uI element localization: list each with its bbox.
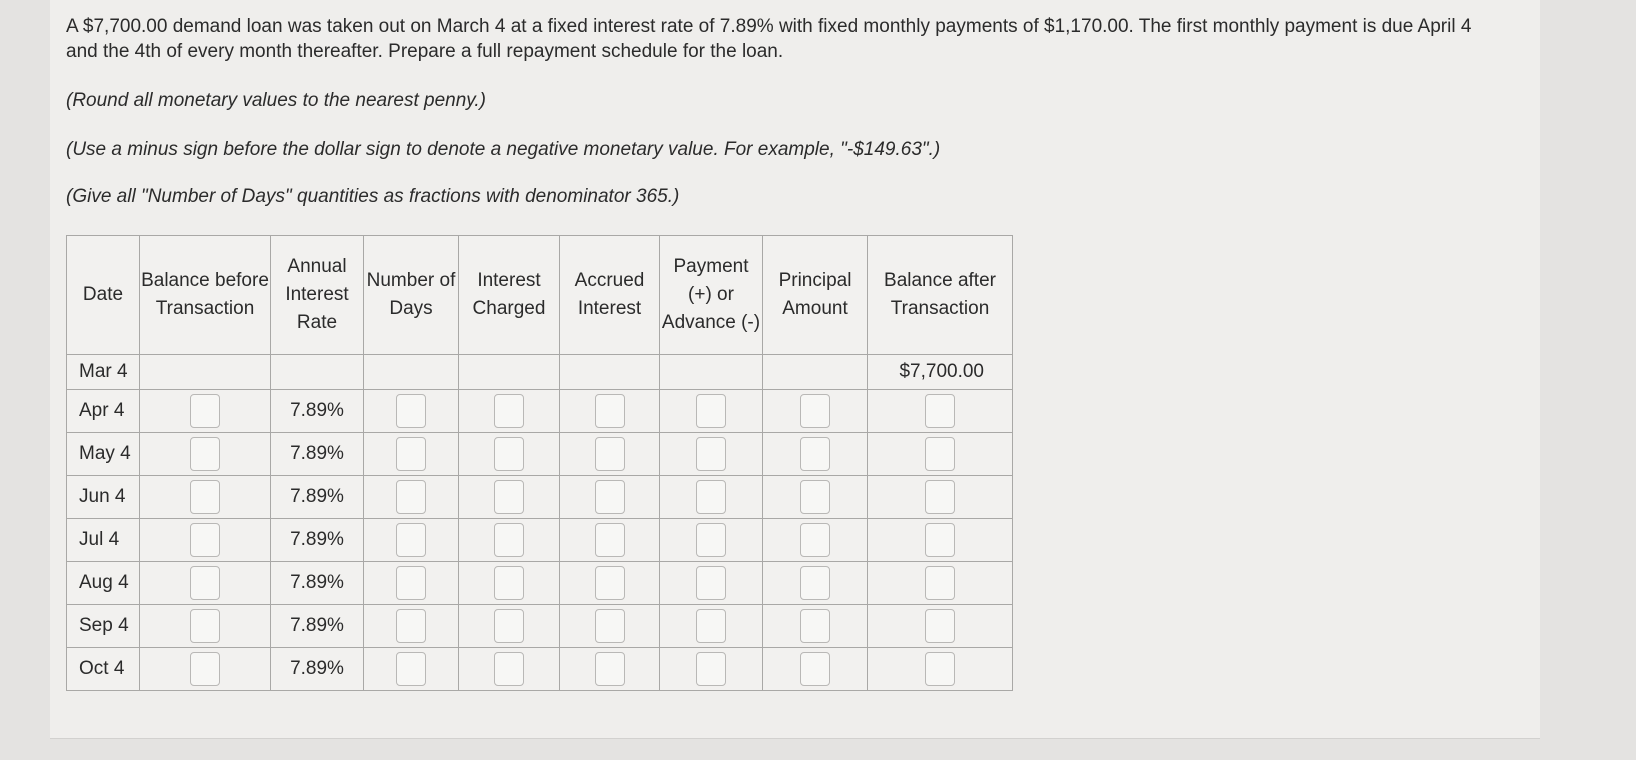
payment-cell xyxy=(660,562,763,605)
interest-rate-cell: 7.89% xyxy=(271,519,364,562)
principal-cell xyxy=(763,605,868,648)
rounding-note: (Round all monetary values to the nearest penny.) xyxy=(66,90,486,111)
balance-before-cell xyxy=(140,519,271,562)
number-of-days-cell xyxy=(364,390,459,433)
number-of-days-note: (Give all "Number of Days" quantities as fractions with denominator 365.) xyxy=(66,186,680,207)
accrued-interest-input[interactable] xyxy=(595,609,625,643)
balance-after-input[interactable] xyxy=(925,523,955,557)
payment-input[interactable] xyxy=(696,480,726,514)
question-text: A $7,700.00 demand loan was taken out on March 4 at a fixed interest rate of 7.89% with fixed monthly payments of $1,170.00. The first monthly payment is due April 4 and the 4th of every month thereafter. Prepare a full repayment schedule for the loan. xyxy=(66,16,1472,62)
accrued-interest-input[interactable] xyxy=(595,437,625,471)
number-of-days-cell xyxy=(364,648,459,691)
date-cell: Mar 4 xyxy=(67,355,140,390)
accrued-interest-cell xyxy=(560,476,660,519)
payment-input[interactable] xyxy=(696,394,726,428)
balance-before-cell xyxy=(140,648,271,691)
empty-cell xyxy=(459,355,560,390)
date-cell: Sep 4 xyxy=(67,605,140,648)
principal-cell xyxy=(763,562,868,605)
repayment-schedule-table xyxy=(66,235,1013,691)
interest-charged-input[interactable] xyxy=(494,394,524,428)
principal-input[interactable] xyxy=(800,566,830,600)
date-cell: May 4 xyxy=(67,433,140,476)
principal-cell xyxy=(763,476,868,519)
accrued-interest-input[interactable] xyxy=(595,394,625,428)
number-of-days-input[interactable] xyxy=(396,480,426,514)
number-of-days-input[interactable] xyxy=(396,394,426,428)
table-row xyxy=(67,648,1013,691)
table-row xyxy=(67,355,1013,390)
principal-cell xyxy=(763,390,868,433)
header-principal: Principal Amount xyxy=(763,236,868,355)
interest-charged-cell xyxy=(459,605,560,648)
balance-after-cell xyxy=(868,433,1013,476)
date-cell: Aug 4 xyxy=(67,562,140,605)
balance-after-input[interactable] xyxy=(925,652,955,686)
table-row xyxy=(67,433,1013,476)
empty-cell xyxy=(140,355,271,390)
number-of-days-cell xyxy=(364,519,459,562)
interest-charged-input[interactable] xyxy=(494,652,524,686)
header-balance-after: Balance after Transaction xyxy=(868,236,1013,355)
payment-cell xyxy=(660,433,763,476)
balance-before-input[interactable] xyxy=(190,523,220,557)
interest-rate-cell: 7.89% xyxy=(271,605,364,648)
payment-cell xyxy=(660,476,763,519)
accrued-interest-input[interactable] xyxy=(595,523,625,557)
header-number-of-days: Number of Days xyxy=(364,236,459,355)
principal-input[interactable] xyxy=(800,609,830,643)
empty-cell xyxy=(364,355,459,390)
accrued-interest-cell xyxy=(560,519,660,562)
number-of-days-input[interactable] xyxy=(396,437,426,471)
payment-cell xyxy=(660,390,763,433)
interest-charged-cell xyxy=(459,562,560,605)
balance-after-cell xyxy=(868,605,1013,648)
empty-cell xyxy=(271,355,364,390)
number-of-days-cell xyxy=(364,605,459,648)
date-cell: Oct 4 xyxy=(67,648,140,691)
balance-after-cell xyxy=(868,519,1013,562)
interest-charged-cell xyxy=(459,390,560,433)
balance-before-cell xyxy=(140,390,271,433)
header-payment: Payment (+) or Advance (-) xyxy=(660,236,763,355)
minus-sign-note: (Use a minus sign before the dollar sign to denote a negative monetary value. For example, "-$149.63".) xyxy=(66,139,941,160)
accrued-interest-cell xyxy=(560,433,660,476)
principal-input[interactable] xyxy=(800,652,830,686)
balance-before-input[interactable] xyxy=(190,480,220,514)
payment-input[interactable] xyxy=(696,652,726,686)
balance-after-input[interactable] xyxy=(925,566,955,600)
principal-input[interactable] xyxy=(800,394,830,428)
interest-charged-cell xyxy=(459,519,560,562)
interest-charged-cell xyxy=(459,476,560,519)
header-accrued-interest: Accrued Interest xyxy=(560,236,660,355)
balance-before-cell xyxy=(140,476,271,519)
table-row xyxy=(67,562,1013,605)
principal-cell xyxy=(763,519,868,562)
interest-rate-cell: 7.89% xyxy=(271,433,364,476)
table-row xyxy=(67,476,1013,519)
interest-rate-cell: 7.89% xyxy=(271,648,364,691)
principal-cell xyxy=(763,433,868,476)
header-annual-rate: Annual Interest Rate xyxy=(271,236,364,355)
accrued-interest-input[interactable] xyxy=(595,566,625,600)
balance-before-input[interactable] xyxy=(190,437,220,471)
payment-cell xyxy=(660,519,763,562)
interest-charged-cell xyxy=(459,648,560,691)
number-of-days-cell xyxy=(364,433,459,476)
balance-after-input[interactable] xyxy=(925,437,955,471)
balance-after-cell xyxy=(868,476,1013,519)
interest-charged-input[interactable] xyxy=(494,480,524,514)
balance-before-cell xyxy=(140,433,271,476)
balance-after-cell xyxy=(868,390,1013,433)
payment-cell xyxy=(660,648,763,691)
interest-rate-cell: 7.89% xyxy=(271,390,364,433)
empty-cell xyxy=(560,355,660,390)
balance-after-input[interactable] xyxy=(925,480,955,514)
balance-before-cell xyxy=(140,562,271,605)
principal-input[interactable] xyxy=(800,480,830,514)
balance-before-input[interactable] xyxy=(190,609,220,643)
interest-charged-input[interactable] xyxy=(494,523,524,557)
empty-cell xyxy=(763,355,868,390)
table-row xyxy=(67,519,1013,562)
interest-rate-cell: 7.89% xyxy=(271,476,364,519)
principal-cell xyxy=(763,648,868,691)
table-header-row xyxy=(67,236,1013,355)
principal-input[interactable] xyxy=(800,437,830,471)
header-date: Date xyxy=(67,236,140,355)
balance-after-cell xyxy=(868,648,1013,691)
balance-after-input[interactable] xyxy=(925,609,955,643)
balance-after-cell xyxy=(868,562,1013,605)
interest-rate-cell: 7.89% xyxy=(271,562,364,605)
balance-after-input[interactable] xyxy=(925,394,955,428)
header-interest-charged: Interest Charged xyxy=(459,236,560,355)
date-cell: Apr 4 xyxy=(67,390,140,433)
interest-charged-input[interactable] xyxy=(494,609,524,643)
number-of-days-cell xyxy=(364,562,459,605)
number-of-days-input[interactable] xyxy=(396,609,426,643)
interest-charged-input[interactable] xyxy=(494,437,524,471)
number-of-days-cell xyxy=(364,476,459,519)
balance-before-input[interactable] xyxy=(190,652,220,686)
accrued-interest-input[interactable] xyxy=(595,652,625,686)
number-of-days-input[interactable] xyxy=(396,566,426,600)
date-cell: Jun 4 xyxy=(67,476,140,519)
accrued-interest-cell xyxy=(560,562,660,605)
payment-input[interactable] xyxy=(696,566,726,600)
accrued-interest-cell xyxy=(560,605,660,648)
payment-input[interactable] xyxy=(696,609,726,643)
table-row xyxy=(67,605,1013,648)
interest-charged-cell xyxy=(459,433,560,476)
interest-charged-input[interactable] xyxy=(494,566,524,600)
header-balance-before: Balance before Transaction xyxy=(140,236,271,355)
table-row xyxy=(67,390,1013,433)
balance-before-input[interactable] xyxy=(190,394,220,428)
payment-input[interactable] xyxy=(696,437,726,471)
balance-before-cell xyxy=(140,605,271,648)
principal-input[interactable] xyxy=(800,523,830,557)
empty-cell xyxy=(660,355,763,390)
number-of-days-input[interactable] xyxy=(396,652,426,686)
accrued-interest-cell xyxy=(560,648,660,691)
initial-balance-cell: $7,700.00 xyxy=(868,355,1013,390)
balance-before-input[interactable] xyxy=(190,566,220,600)
number-of-days-input[interactable] xyxy=(396,523,426,557)
date-cell: Jul 4 xyxy=(67,519,140,562)
accrued-interest-cell xyxy=(560,390,660,433)
accrued-interest-input[interactable] xyxy=(595,480,625,514)
payment-cell xyxy=(660,605,763,648)
payment-input[interactable] xyxy=(696,523,726,557)
